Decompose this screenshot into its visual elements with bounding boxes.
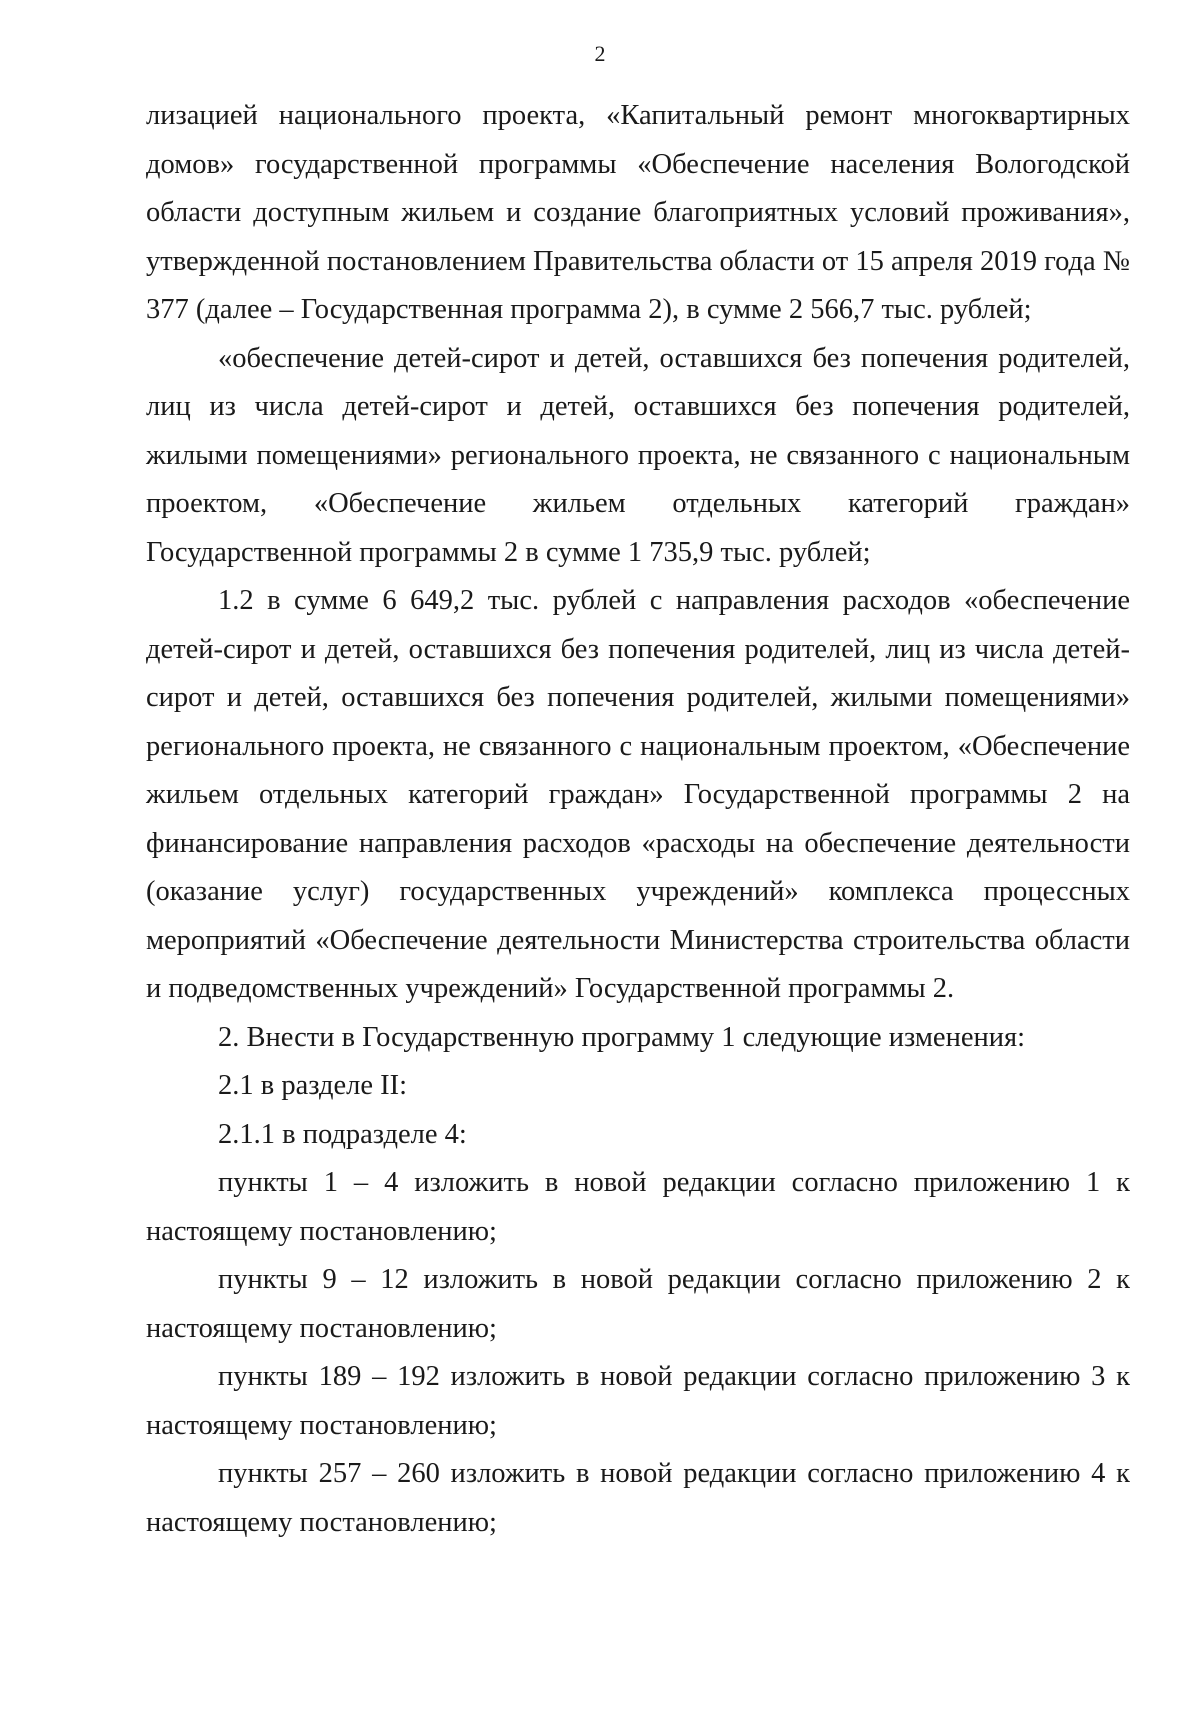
paragraph: пункты 189 – 192 изложить в новой редакции согласно приложению 3 к настоящему постановлению; bbox=[146, 1361, 1130, 1441]
paragraph: 2. Внести в Государственную программу 1 следующие изменения: bbox=[218, 1021, 1026, 1053]
paragraph: лизацией национального проекта, «Капитальный ремонт многоквартирных домов» государственной программы «Обеспечение населения Вологодской области доступным жильем и создание благоприятных условий проживания», утвержденной постановлением Правительства области от 15 апреля 2019 года № 377 (далее – Государственная программа 2), в сумме 2 566,7 тыс. рублей; bbox=[146, 100, 1130, 325]
document-body bbox=[146, 92, 1130, 1547]
paragraph: 2.1.1 в подразделе 4: bbox=[218, 1118, 467, 1150]
paragraph: 1.2 в сумме 6 649,2 тыс. рублей с направления расходов «обеспечение детей-сирот и детей, оставшихся без попечения родителей, лиц из числа детей-сирот и детей, оставшихся без попечения родителей, жилыми помещениями» регионального проекта, не связанного с национальным проектом, «Обеспечение жильем отдельных категорий граждан» Государственной программы 2 на финансирование направления расходов «расходы на обеспечение деятельности (оказание услуг) государственных учреждений» комплекса процессных мероприятий «Обеспечение деятельности Министерства строительства области и подведомственных учреждений» Государственной программы 2. bbox=[146, 585, 1130, 1004]
paragraph: пункты 257 – 260 изложить в новой редакции согласно приложению 4 к настоящему постановлению; bbox=[146, 1458, 1130, 1538]
page-number: 2 bbox=[594, 41, 606, 66]
paragraph: «обеспечение детей-сирот и детей, оставшихся без попечения родителей, лиц из числа детей-сирот и детей, оставшихся без попечения родителей, жилыми помещениями» регионального проекта, не связанного с национальным проектом, «Обеспечение жильем отдельных категорий граждан» Государственной программы 2 в сумме 1 735,9 тыс. рублей; bbox=[146, 342, 1130, 568]
paragraph: пункты 9 – 12 изложить в новой редакции согласно приложению 2 к настоящему постановлению; bbox=[146, 1264, 1130, 1344]
paragraph: 2.1 в разделе II: bbox=[218, 1070, 408, 1101]
paragraph: пункты 1 – 4 изложить в новой редакции согласно приложению 1 к настоящему постановлению; bbox=[146, 1167, 1130, 1247]
